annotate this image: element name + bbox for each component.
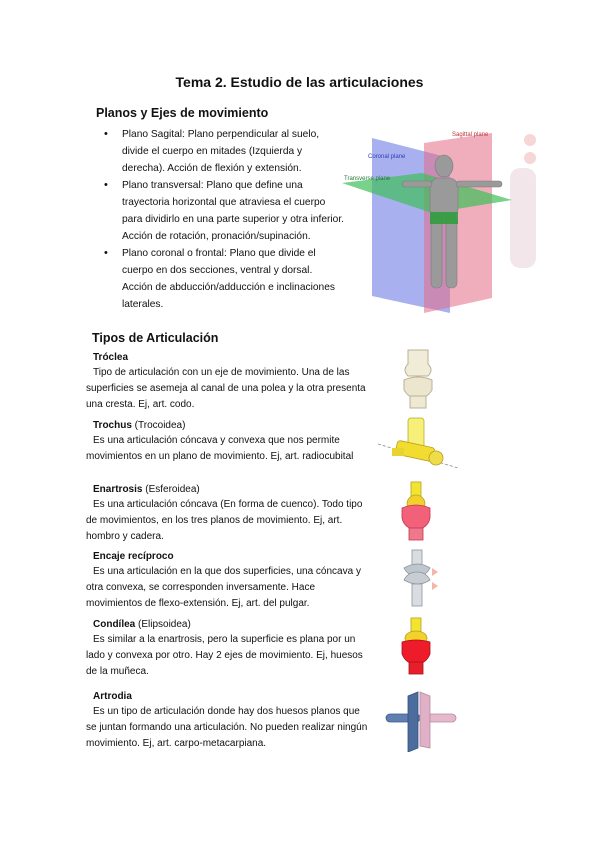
sagittal-label: Sagittal plane: [452, 132, 489, 138]
joint-description: Es una articulación cóncava y convexa que nos permite movimientos en un plano de movimiento. Ej, art. radiocubital: [86, 435, 354, 462]
joint-enartrosis: [86, 482, 368, 545]
joint-title: Encaje recíproco: [93, 551, 174, 562]
joint-encaje-reciproco: [86, 549, 368, 612]
joint-trochus: [86, 418, 368, 465]
page-title: Tema 2. Estudio de las articulaciones: [175, 74, 424, 90]
joint-title: Artrodia: [93, 691, 132, 702]
transverse-label: Transverse plane: [344, 176, 391, 182]
joint-condilea: [86, 617, 368, 680]
troclea-figure: [398, 348, 438, 410]
condilea-figure: [398, 616, 434, 678]
joint-title: Condílea (Elipsoidea): [93, 619, 191, 630]
coronal-label: Coronal plane: [368, 154, 406, 160]
joint-title: Enartrosis (Esferoidea): [93, 484, 200, 495]
joint-title: Tróclea: [93, 352, 129, 363]
joint-description: Es similar a la enartrosis, pero la superficie es plana por un lado y convexa por otro. Hay 2 ejes de movimiento. Ej, huesos de la muñeca.: [86, 634, 363, 677]
artrodia-figure: [384, 690, 458, 752]
body-planes-figure: [332, 128, 550, 318]
section-heading-planos: Planos y Ejes de movimiento: [96, 106, 269, 120]
encaje-reciproco-figure: [396, 548, 440, 610]
planos-list: [104, 126, 344, 313]
joint-description: Tipo de articulación con un eje de movimiento. Una de las superficies se asemeja al canal de una polea y la otra presenta una cresta. Ej, art. codo.: [86, 367, 366, 410]
list-item: • Plano coronal o frontal: Plano que divide el cuerpo en dos secciones, ventral y dorsal. Acción de abducción/adducción e inclinaciones laterales.: [104, 245, 344, 313]
trochus-figure: [378, 414, 458, 476]
list-item: • Plano transversal: Plano que define una trayectoria horizontal que atraviesa el cuerpo para dividirlo en una parte superior y otra inferior. Acción de rotación, pronación/supinación.: [104, 177, 344, 245]
joint-troclea: [86, 350, 368, 413]
joint-description: Es un tipo de articulación donde hay dos huesos planos que se juntan formando una articulación. No pueden realizar ningún movimiento. Ej, art. carpo-metacarpiana.: [86, 706, 368, 749]
enartrosis-figure: [398, 480, 434, 542]
joint-title: Trochus (Trocoidea): [93, 420, 186, 431]
joint-description: Es una articulación en la que dos superficies, una cóncava y otra convexa, se corresponden inversamente. Hace movimientos de flexo-extensión. Ej, art. del pulgar.: [86, 566, 361, 609]
list-item: • Plano Sagital: Plano perpendicular al suelo, divide el cuerpo en mitades (Izquierda y derecha). Acción de flexión y extensión.: [104, 126, 344, 177]
joint-artrodia: [86, 689, 368, 752]
section-heading-tipos: Tipos de Articulación: [92, 331, 219, 345]
joint-description: Es una articulación cóncava (En forma de cuenco). Todo tipo de movimientos, en los tres planos de movimiento. Ej, art. hombro y cadera.: [86, 499, 363, 542]
